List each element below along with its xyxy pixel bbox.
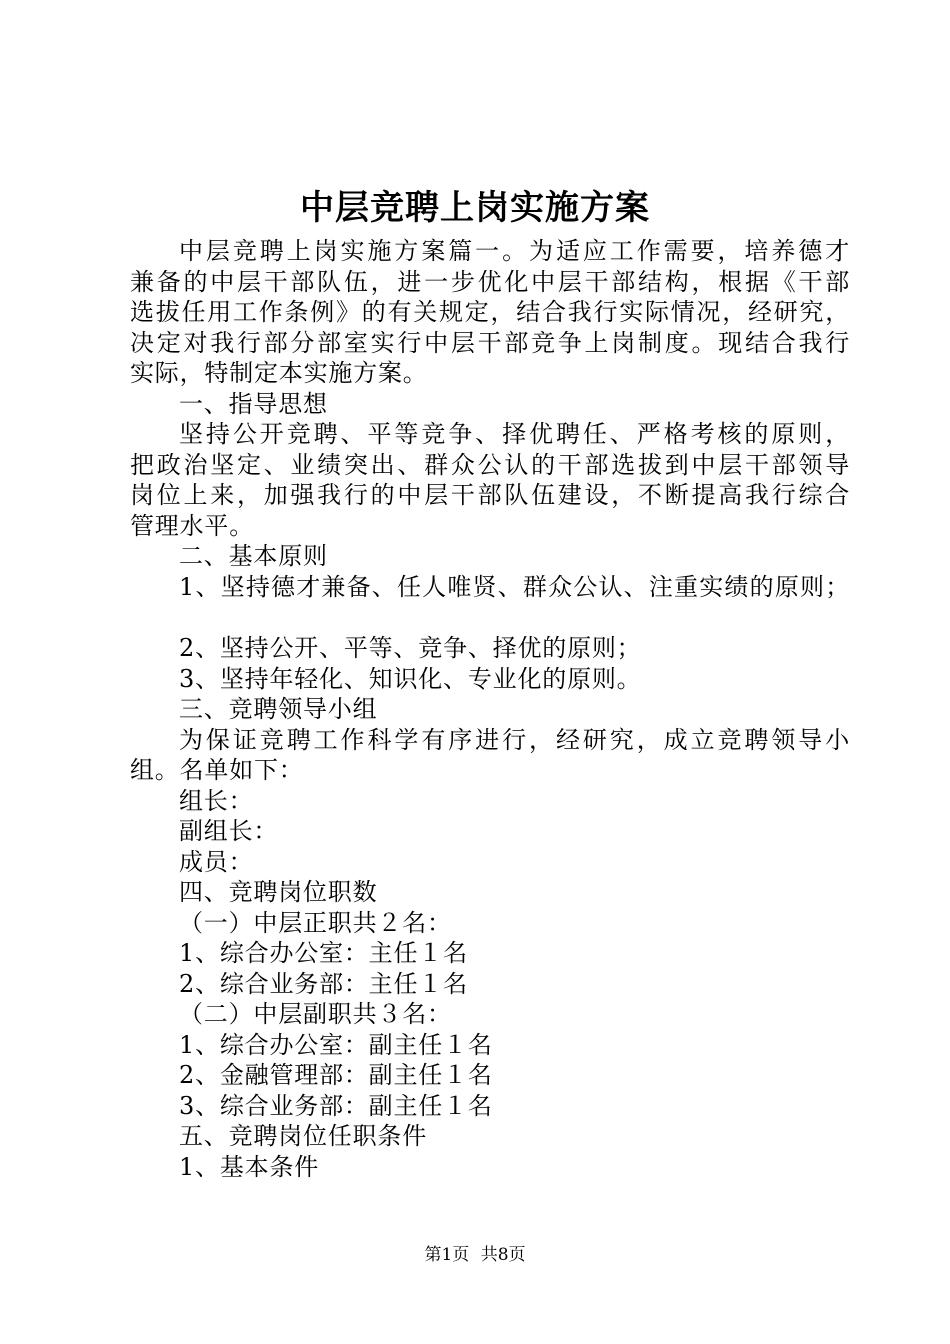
section-heading: 五、竞聘岗位任职条件 (179, 1122, 427, 1150)
section-heading: 一、指导思想 (179, 389, 328, 418)
list-item: （二）中层副职共３名： (179, 1000, 452, 1028)
paragraph-line: 选拔任用工作条例》的有关规定，结合我行实际情况，经研究， (130, 298, 850, 326)
list-item: 2、金融管理部：副主任１名 (179, 1061, 493, 1089)
list-item: 3、坚持年轻化、知识化、专业化的原则。 (179, 664, 642, 693)
list-item: 1、基本条件 (179, 1152, 320, 1181)
list-item: 1、综合办公室：副主任１名 (179, 1030, 493, 1059)
page-number: 第1页 (424, 1245, 470, 1265)
list-item: 2、综合业务部：主任１名 (179, 969, 468, 998)
paragraph-line: 把政治坚定、业绩突出、群众公认的干部选拔到中层干部领导 (130, 450, 850, 479)
paragraph-line: 兼备的中层干部队伍，进一步优化中层干部结构，根据《干部 (130, 267, 850, 296)
section-heading: 四、竞聘岗位职数 (179, 878, 378, 906)
paragraph-line: 管理水平。 (130, 511, 254, 540)
list-item: 组长： (179, 786, 254, 815)
section-heading: 三、竞聘领导小组 (179, 695, 378, 723)
list-item: 副组长： (179, 817, 279, 845)
list-item: （一）中层正职共２名： (179, 908, 452, 937)
list-item: 3、综合业务部：副主任１名 (179, 1091, 493, 1120)
blank-line (130, 602, 850, 633)
page-total: 共8页 (480, 1245, 526, 1265)
paragraph-line: 实际，特制定本实施方案。 (130, 359, 428, 387)
list-item: 成员： (179, 847, 254, 876)
list-item: 2、坚持公开、平等、竞争、择优的原则； (179, 634, 642, 662)
paragraph-line: 岗位上来，加强我行的中层干部队伍建设，不断提高我行综合 (130, 481, 850, 509)
paragraph-line: 为保证竞聘工作科学有序进行，经研究，成立竞聘领导小 (179, 725, 850, 754)
section-heading: 二、基本原则 (179, 542, 328, 570)
page-footer (0, 1243, 950, 1267)
paragraph-line: 决定对我行部分部室实行中层干部竞争上岗制度。现结合我行 (130, 328, 850, 357)
list-item: 1、坚持德才兼备、任人唯贤、群众公认、注重实绩的原则； (179, 572, 850, 601)
list-item: 1、综合办公室：主任１名 (179, 939, 468, 967)
paragraph-line: 组。名单如下： (130, 756, 304, 784)
paragraph-line: 中层竞聘上岗实施方案篇一。为适应工作需要，培养德才 (179, 237, 850, 265)
document-title: 中层竞聘上岗实施方案 (300, 188, 650, 228)
document-body (130, 236, 850, 1182)
paragraph-line: 坚持公开竞聘、平等竞争、择优聘任、严格考核的原则， (179, 420, 850, 448)
